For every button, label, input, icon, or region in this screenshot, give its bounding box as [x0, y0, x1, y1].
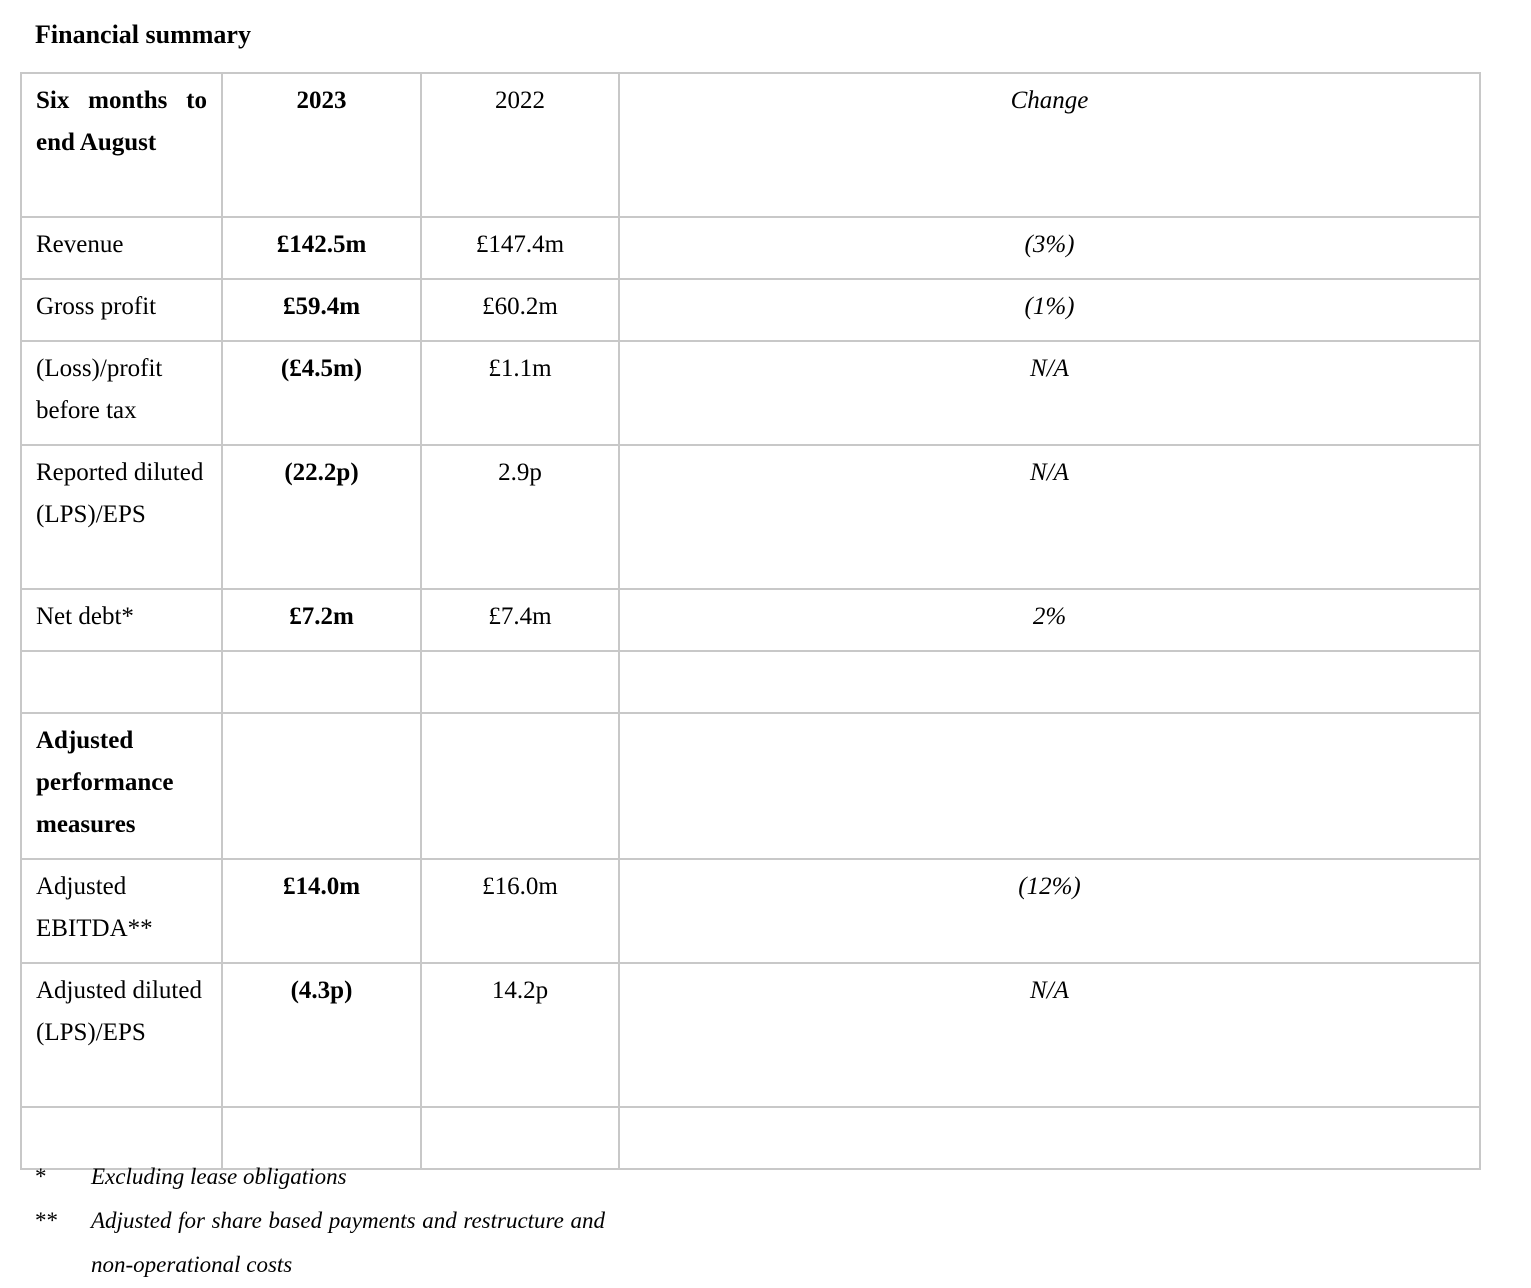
row-label: Revenue: [21, 217, 222, 279]
value-2022: £147.4m: [421, 217, 619, 279]
header-change: Change: [619, 73, 1480, 217]
value-2023: (£4.5m): [222, 341, 421, 445]
empty-cell: [21, 651, 222, 713]
footnote-marker: *: [35, 1164, 47, 1189]
row-label: Net debt*: [21, 589, 222, 651]
empty-cell: [421, 713, 619, 859]
empty-cell: [619, 713, 1480, 859]
row-label: (Loss)/profit before tax: [21, 341, 222, 445]
table-row: [21, 279, 1480, 341]
footnote-text: Adjusted for share based payments and restructure and non-operational costs: [91, 1208, 605, 1277]
value-2023: £59.4m: [222, 279, 421, 341]
value-2022: £60.2m: [421, 279, 619, 341]
empty-cell: [222, 713, 421, 859]
value-2023: (4.3p): [222, 963, 421, 1107]
value-2022: £1.1m: [421, 341, 619, 445]
value-2023: £7.2m: [222, 589, 421, 651]
financial-summary-table: [20, 72, 1481, 1170]
row-label: Adjusted EBITDA**: [21, 859, 222, 963]
page-title: Financial summary: [35, 20, 251, 49]
footnote-marker: **: [35, 1208, 58, 1233]
header-2023: 2023: [222, 73, 421, 217]
empty-cell: [619, 651, 1480, 713]
value-change: N/A: [619, 963, 1480, 1107]
footnotes: [35, 1155, 605, 1287]
value-change: (12%): [619, 859, 1480, 963]
row-label: Adjusted diluted (LPS)/EPS: [21, 963, 222, 1107]
value-2022: 14.2p: [421, 963, 619, 1107]
value-2023: (22.2p): [222, 445, 421, 589]
empty-cell: [421, 651, 619, 713]
section-header-row: [21, 713, 1480, 859]
footnote: [35, 1155, 605, 1199]
table-row: [21, 341, 1480, 445]
table-header-row: [21, 73, 1480, 217]
row-label: Gross profit: [21, 279, 222, 341]
value-change: N/A: [619, 445, 1480, 589]
table-row: [21, 859, 1480, 963]
footnote: [35, 1199, 605, 1287]
header-2022: 2022: [421, 73, 619, 217]
header-period-label: Six months to end August: [21, 73, 222, 217]
empty-cell: [222, 651, 421, 713]
table-row: [21, 589, 1480, 651]
section-label: Adjusted performance measures: [21, 713, 222, 859]
value-2022: £16.0m: [421, 859, 619, 963]
value-change: 2%: [619, 589, 1480, 651]
value-2023: £142.5m: [222, 217, 421, 279]
table-row: [21, 963, 1480, 1107]
table-row: [21, 217, 1480, 279]
value-2022: £7.4m: [421, 589, 619, 651]
table-row: [21, 445, 1480, 589]
value-change: (3%): [619, 217, 1480, 279]
value-change: (1%): [619, 279, 1480, 341]
value-2023: £14.0m: [222, 859, 421, 963]
empty-cell: [619, 1107, 1480, 1169]
value-change: N/A: [619, 341, 1480, 445]
blank-row: [21, 651, 1480, 713]
row-label: Reported diluted (LPS)/EPS: [21, 445, 222, 589]
value-2022: 2.9p: [421, 445, 619, 589]
footnote-text: Excluding lease obligations: [91, 1164, 347, 1189]
